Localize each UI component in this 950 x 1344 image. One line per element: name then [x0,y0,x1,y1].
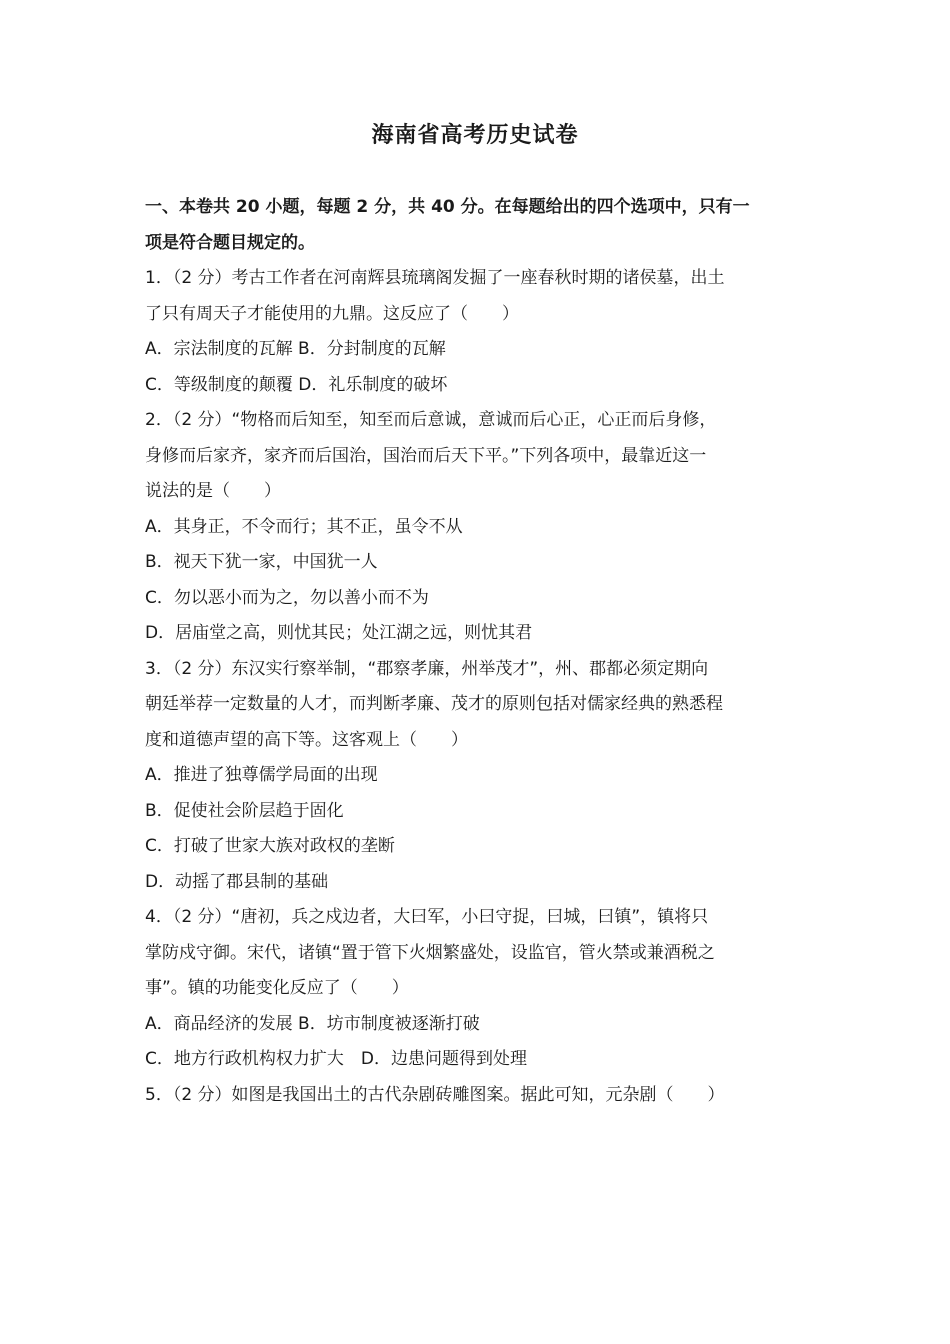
question-stem-line: 3．（2 分）东汉实行察举制，“郡察孝廉，州举茂才”，州、郡都必须定期向 [145,658,709,679]
question-2 [145,403,810,652]
option-c: C．勿以恶小而为之，勿以善小而不为 [145,587,429,608]
question-stem-line: 2．（2 分）“物格而后知至，知至而后意诚，意诚而后心正，心正而后身修， [145,410,717,430]
question-stem-line: 4．（2 分）“唐初，兵之戍边者，大曰军，小曰守捉，曰城，曰镇”，镇将只 [145,907,709,927]
page-title: 海南省高考历史试卷 [371,122,579,148]
option-b: B．促使社会阶层趋于固化 [145,800,344,821]
question-stem-line: 5．（2 分）如图是我国出土的古代杂剧砖雕图案。据此可知，元杂剧（ ） [145,1084,725,1105]
question-stem-line: 朝廷举荐一定数量的人才，而判断孝廉、茂才的原则包括对儒家经典的熟悉程 [145,694,723,714]
question-stem-line: 度和道德声望的高下等。这客观上（ ） [145,729,468,750]
option-a: A．推进了独尊儒学局面的出现 [145,765,378,785]
question-1 [145,261,810,403]
option-c: C．打破了世家大族对政权的垄断 [145,836,395,856]
question-stem-line: 1．（2 分）考古工作者在河南辉县琉璃阁发掘了一座春秋时期的诸侯墓，出土 [145,268,725,288]
question-3 [145,652,810,901]
option-line: A．商品经济的发展 B．坊市制度被逐渐打破 [145,1013,480,1034]
option-line: C．地方行政机构权力扩大 D．边患问题得到处理 [145,1049,527,1069]
question-stem-line: 事”。镇的功能变化反应了（ ） [145,978,409,998]
section-heading: 一、本卷共 20 小题，每题 2 分，共 40 分。在每题给出的四个选项中，只有一 [145,197,750,217]
option-line: C．等级制度的颠覆 D．礼乐制度的破坏 [145,374,448,395]
option-line: A．宗法制度的瓦解 B．分封制度的瓦解 [145,339,446,359]
question-stem-line: 了只有周天子才能使用的九鼎。这反应了（ ） [145,303,519,324]
question-stem-line: 掌防戍守御。宋代，诸镇“置于管下火烟繁盛处，设监官，管火禁或兼酒税之 [145,942,715,963]
option-d: D．动摇了郡县制的基础 [145,871,329,892]
question-stem-line: 说法的是（ ） [145,481,281,501]
section-heading-continued: 项是符合题目规定的。 [145,232,315,253]
option-a: A．其身正，不令而行；其不正，虽令不从 [145,516,463,537]
question-4 [145,900,810,1078]
question-stem-line: 身修而后家齐，家齐而后国治，国治而后天下平。”下列各项中，最靠近这一 [145,445,707,466]
exam-content [145,190,810,1113]
option-b: B．视天下犹一家，中国犹一人 [145,552,378,572]
option-d: D．居庙堂之高，则忧其民；处江湖之远，则忧其君 [145,623,533,643]
question-5 [145,1078,810,1114]
